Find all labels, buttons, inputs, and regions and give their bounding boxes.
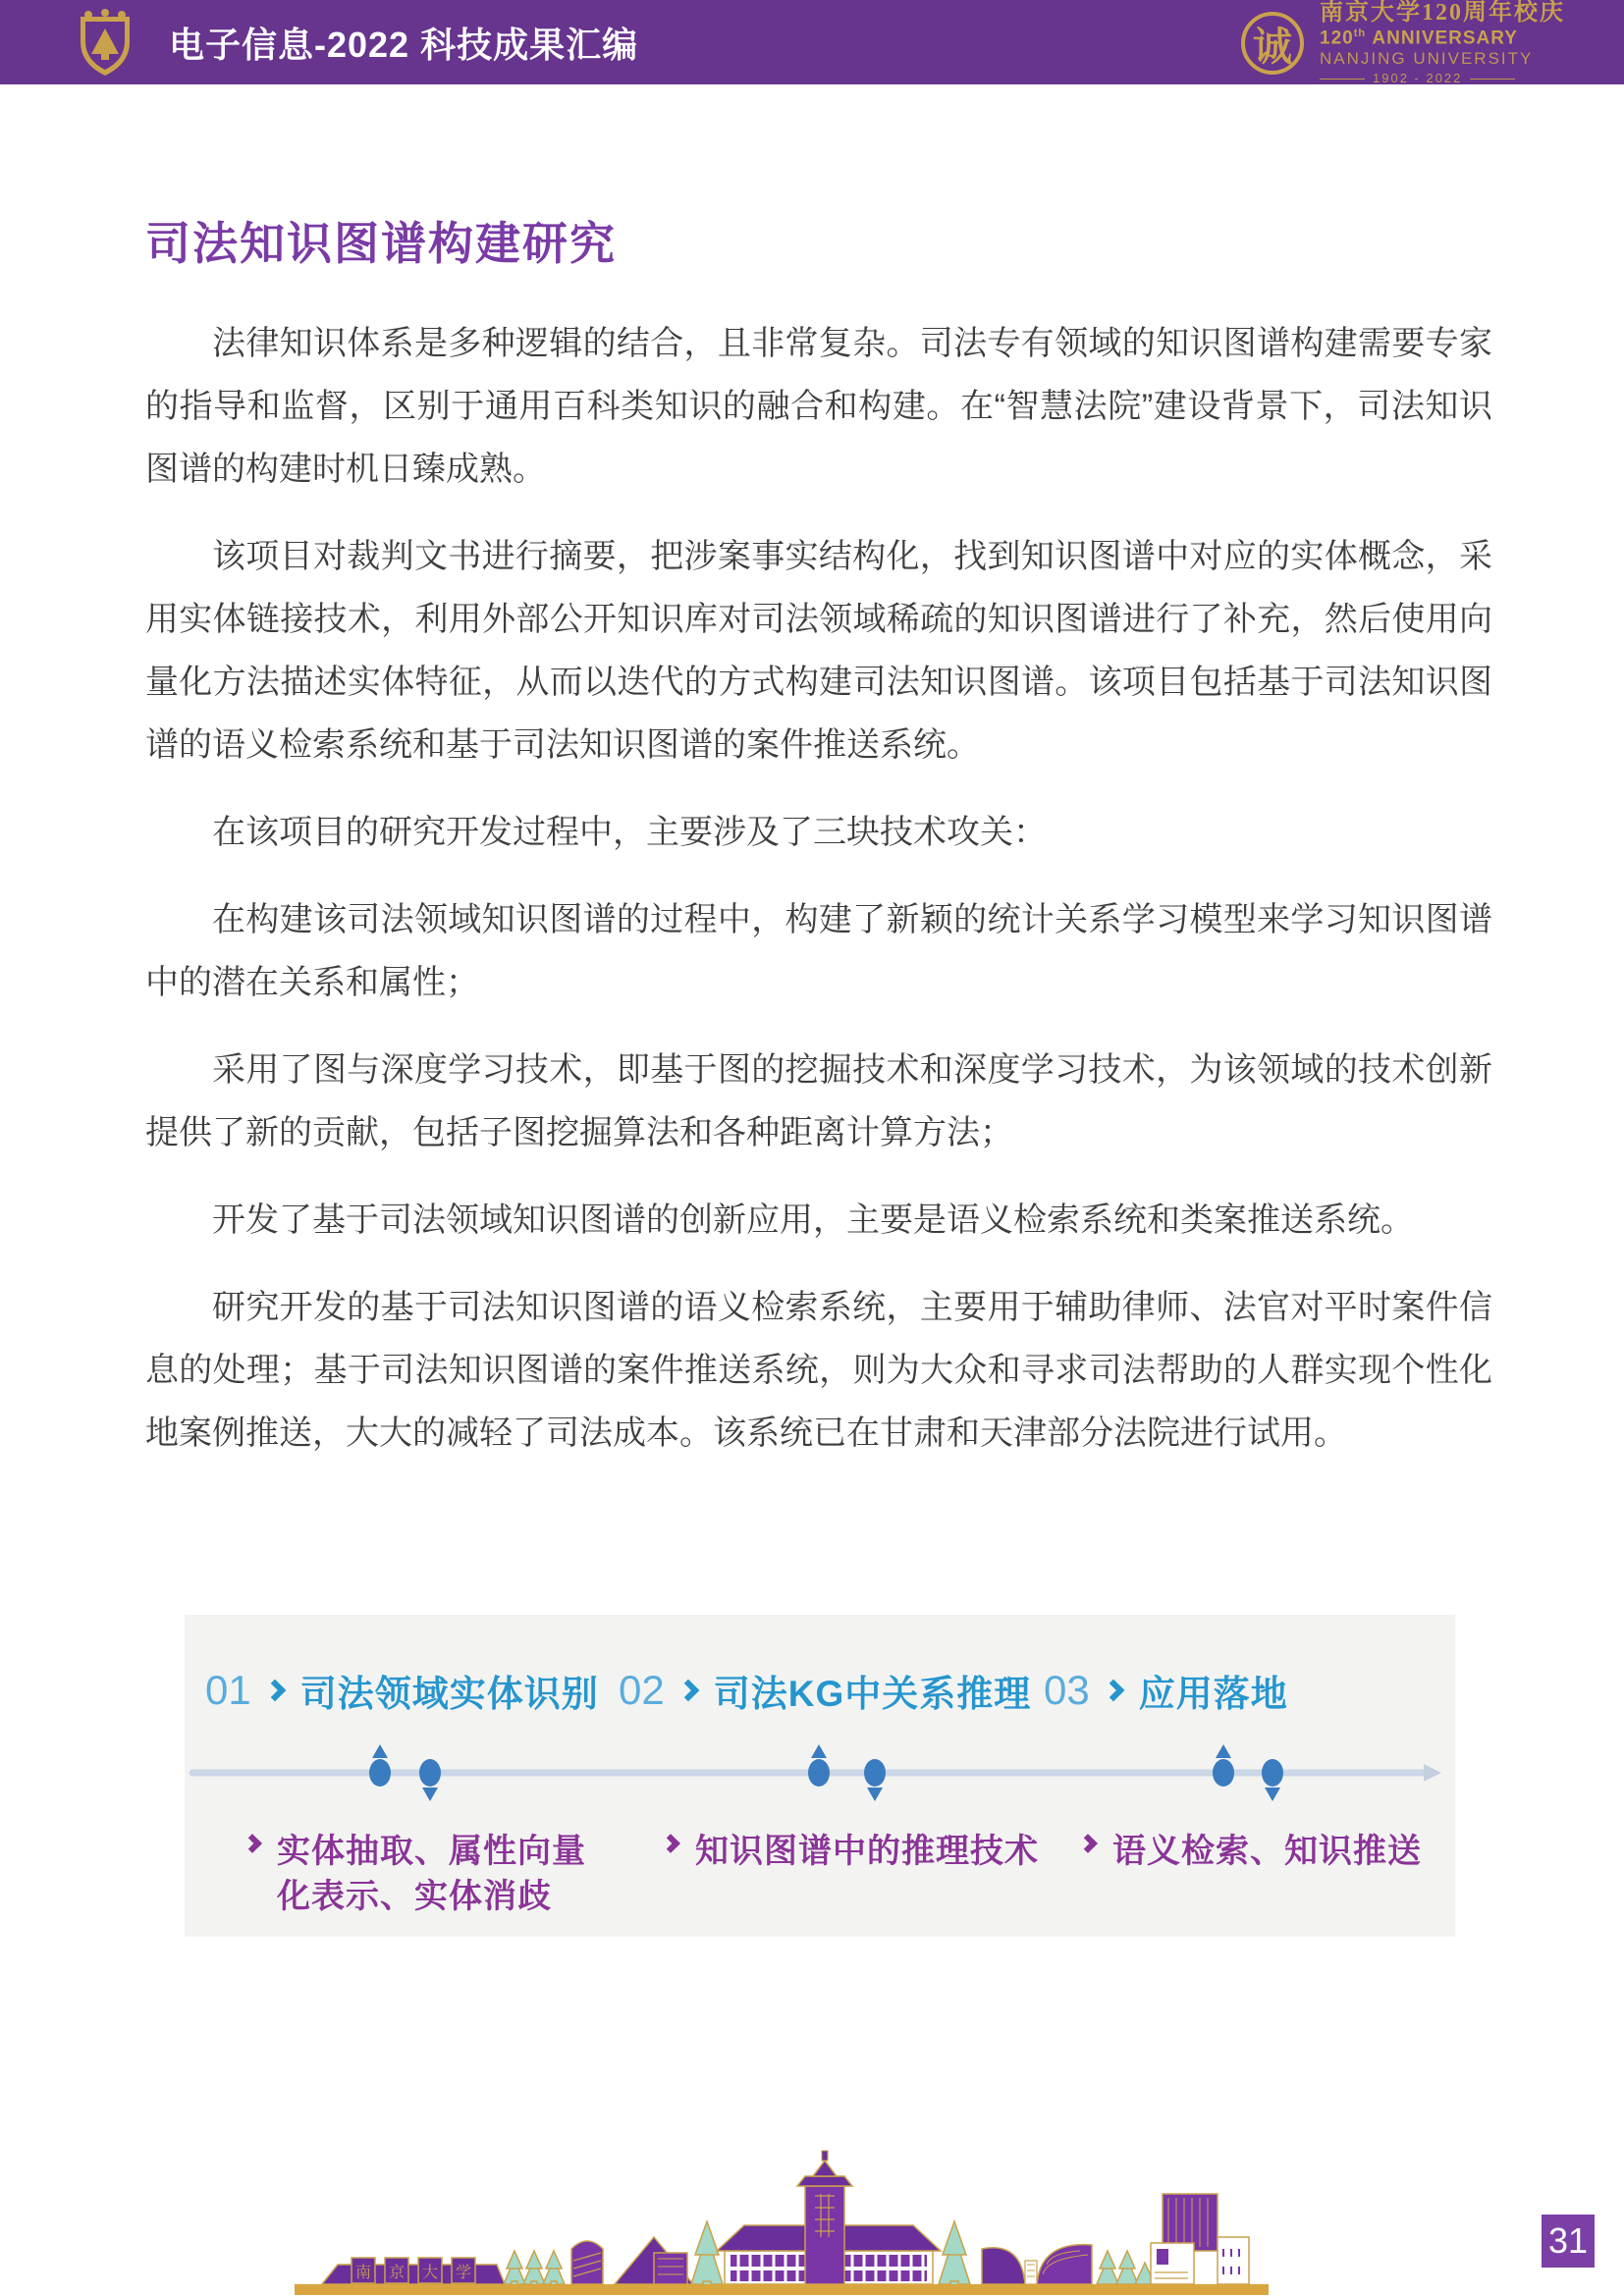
anniversary-emblem-icon: 诚 xyxy=(1237,8,1308,79)
step-number: 01 xyxy=(205,1667,251,1713)
body-paragraph: 采用了图与深度学习技术，即基于图的挖掘技术和深度学习技术，为该领域的技术创新提供了新的贡献，包括子图挖掘算法和各种距离计算方法； xyxy=(145,1051,1492,1151)
campus-skyline-illustration xyxy=(295,2139,1269,2296)
chevron-right-icon xyxy=(1102,1680,1124,1702)
anniversary-years: 1902 - 2022 xyxy=(1320,72,1565,85)
body-paragraph: 法律知识体系是多种逻辑的结合，且非常复杂。司法专有领域的知识图谱构建需要专家的指导和监督，区别于通用百科类知识的融合和构建。在“智慧法院”建设背景下，司法知识图谱的构建时机日臻成熟。 xyxy=(145,325,1492,488)
step-detail-1: 实体抽取、属性向量化表示、实体消歧 xyxy=(245,1829,601,1919)
body-paragraph: 在构建该司法领域知识图谱的过程中，构建了新颖的统计关系学习模型来学习知识图谱中的潜在关系和属性； xyxy=(145,901,1492,1001)
body-paragraph: 该项目对裁判文书进行摘要，把涉案事实结构化，找到知识图谱中对应的实体概念，采用实体链接技术，利用外部公开知识库对司法领域稀疏的知识图谱进行了补充，然后使用向量化方法描述实体特征，从而以迭代的方式构建司法知识图谱。该项目包括基于司法知识图谱的语义检索系统和基于司法知识图谱的案件推送系统。 xyxy=(145,538,1492,764)
university-emblem-icon xyxy=(75,9,135,78)
body-paragraph: 在该项目的研究开发过程中，主要涉及了三块技术攻关： xyxy=(212,814,1047,851)
step-title: 司法KG中关系推理 xyxy=(713,1674,1032,1714)
triangle-down-icon xyxy=(867,1788,883,1801)
timeline-dot xyxy=(808,1759,830,1787)
anniversary-line-120th: 120th ANNIVERSARY xyxy=(1320,27,1518,49)
timeline-dot xyxy=(369,1759,391,1787)
timeline-dot xyxy=(419,1759,441,1787)
timeline-dot xyxy=(864,1759,886,1787)
chevron-right-icon xyxy=(661,1834,680,1853)
step-number: 03 xyxy=(1044,1667,1090,1713)
anniversary-line-university: NANJING UNIVERSITY xyxy=(1320,49,1534,69)
article xyxy=(145,208,1492,1489)
step-number: 02 xyxy=(619,1667,665,1713)
step-detail-2: 知识图谱中的推理技术 xyxy=(664,1829,1039,1874)
timeline xyxy=(185,1729,1455,1817)
chevron-right-icon xyxy=(263,1680,286,1702)
step-header-1 xyxy=(205,1666,599,1715)
chevron-right-icon xyxy=(243,1834,262,1853)
triangle-up-icon xyxy=(811,1744,827,1758)
anniversary-logo xyxy=(1237,0,1565,86)
svg-text:学: 学 xyxy=(455,2265,472,2281)
triangle-up-icon xyxy=(372,1744,388,1758)
process-panel xyxy=(185,1615,1455,1937)
arrow-right-icon xyxy=(1424,1764,1441,1782)
article-body xyxy=(145,312,1492,1465)
timeline-dot xyxy=(1213,1759,1234,1787)
page-number-badge: 31 xyxy=(1542,2215,1595,2268)
body-paragraph: 研究开发的基于司法知识图谱的语义检索系统，主要用于辅助律师、法官对平时案件信息的处理；基于司法知识图谱的案件推送系统，则为大众和寻求司法帮助的人群实现个性化地案例推送，大大的减轻了司法成本。该系统已在甘肃和天津部分法院进行试用。 xyxy=(145,1289,1492,1452)
triangle-up-icon xyxy=(1216,1744,1231,1758)
body-paragraph: 开发了基于司法领域知识图谱的创新应用，主要是语义检索系统和类案推送系统。 xyxy=(212,1201,1414,1239)
timeline-dot xyxy=(1262,1759,1283,1787)
svg-text:南: 南 xyxy=(354,2265,372,2281)
step-header-3 xyxy=(1044,1666,1288,1715)
triangle-down-icon xyxy=(1265,1788,1280,1801)
step-header-2 xyxy=(619,1666,1031,1715)
svg-text:大: 大 xyxy=(421,2265,439,2281)
svg-text:京: 京 xyxy=(388,2265,406,2281)
step-title: 应用落地 xyxy=(1138,1674,1288,1714)
chevron-right-icon xyxy=(1078,1834,1098,1853)
header-title: 电子信息-2022 科技成果汇编 xyxy=(169,24,639,65)
page-title: 司法知识图谱构建研究 xyxy=(145,218,617,269)
step-title: 司法领域实体识别 xyxy=(299,1674,599,1714)
triangle-down-icon xyxy=(422,1788,438,1801)
anniversary-title-cn: 南京大学120周年校庆 xyxy=(1320,0,1565,27)
step-detail-3: 语义检索、知识推送 xyxy=(1081,1829,1422,1874)
header-bar xyxy=(0,0,1624,84)
chevron-right-icon xyxy=(677,1680,699,1702)
